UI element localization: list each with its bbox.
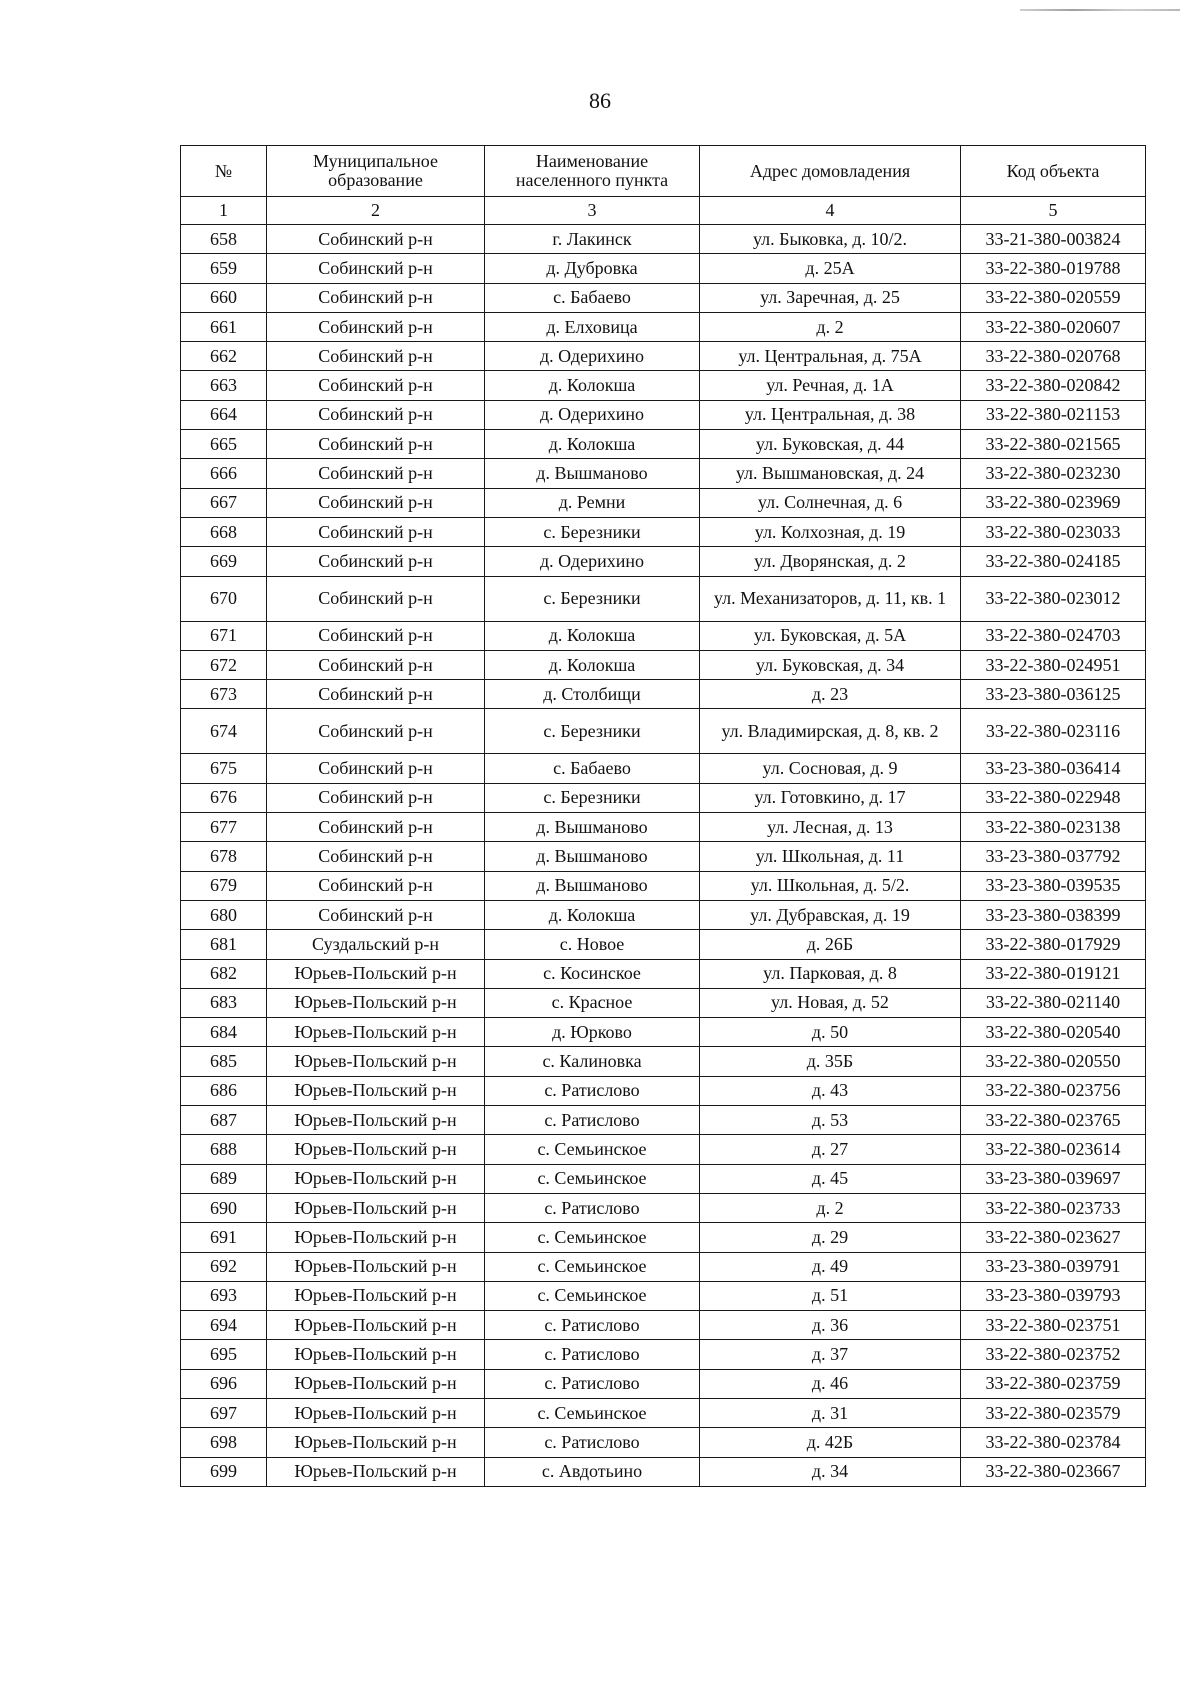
header-object-code: Код объекта xyxy=(961,146,1146,197)
address-cell: ул. Механизаторов, д. 11, кв. 1 xyxy=(700,576,961,621)
object-code-cell: 33-23-380-039535 xyxy=(961,871,1146,900)
settlement-cell: д. Колокша xyxy=(485,430,700,459)
table-row xyxy=(181,225,1146,254)
settlement-cell: д. Колокша xyxy=(485,621,700,650)
settlement-cell: г. Лакинск xyxy=(485,225,700,254)
address-cell: д. 27 xyxy=(700,1135,961,1164)
municipality-cell: Собинский р-н xyxy=(267,312,485,341)
municipality-cell: Юрьев-Польский р-н xyxy=(267,1311,485,1340)
municipality-cell: Собинский р-н xyxy=(267,517,485,546)
settlement-cell: с. Семьинское xyxy=(485,1164,700,1193)
table-row xyxy=(181,371,1146,400)
municipality-cell: Суздальский р-н xyxy=(267,930,485,959)
row-number: 669 xyxy=(181,547,267,576)
municipality-cell: Собинский р-н xyxy=(267,547,485,576)
object-code-cell: 33-22-380-023230 xyxy=(961,459,1146,488)
row-number: 698 xyxy=(181,1428,267,1457)
object-code-cell: 33-22-380-023667 xyxy=(961,1457,1146,1486)
table-row xyxy=(181,900,1146,929)
table-row xyxy=(181,871,1146,900)
municipality-cell: Собинский р-н xyxy=(267,754,485,783)
row-number: 694 xyxy=(181,1311,267,1340)
table-row xyxy=(181,1193,1146,1222)
objects-table xyxy=(180,145,1146,1487)
object-code-cell: 33-22-380-023756 xyxy=(961,1076,1146,1105)
object-code-cell: 33-22-380-024185 xyxy=(961,547,1146,576)
table-row xyxy=(181,1311,1146,1340)
address-cell: ул. Речная, д. 1А xyxy=(700,371,961,400)
municipality-cell: Юрьев-Польский р-н xyxy=(267,1281,485,1310)
row-number: 660 xyxy=(181,283,267,312)
column-number: 1 xyxy=(181,197,267,225)
address-cell: ул. Лесная, д. 13 xyxy=(700,813,961,842)
municipality-cell: Юрьев-Польский р-н xyxy=(267,988,485,1017)
address-cell: ул. Буковская, д. 5А xyxy=(700,621,961,650)
object-code-cell: 33-22-380-021565 xyxy=(961,430,1146,459)
settlement-cell: с. Ратислово xyxy=(485,1106,700,1135)
object-code-cell: 33-22-380-023969 xyxy=(961,488,1146,517)
column-number: 5 xyxy=(961,197,1146,225)
municipality-cell: Собинский р-н xyxy=(267,621,485,650)
object-code-cell: 33-22-380-023765 xyxy=(961,1106,1146,1135)
address-cell: ул. Колхозная, д. 19 xyxy=(700,517,961,546)
table-row xyxy=(181,754,1146,783)
object-code-cell: 33-22-380-023784 xyxy=(961,1428,1146,1457)
object-code-cell: 33-22-380-023579 xyxy=(961,1398,1146,1427)
row-number: 691 xyxy=(181,1223,267,1252)
row-number: 667 xyxy=(181,488,267,517)
row-number: 672 xyxy=(181,650,267,679)
address-cell: д. 26Б xyxy=(700,930,961,959)
header-number: № xyxy=(181,146,267,197)
municipality-cell: Юрьев-Польский р-н xyxy=(267,1076,485,1105)
object-code-cell: 33-22-380-024951 xyxy=(961,650,1146,679)
row-number: 680 xyxy=(181,900,267,929)
address-cell: д. 36 xyxy=(700,1311,961,1340)
settlement-cell: с. Ратислово xyxy=(485,1369,700,1398)
table-row xyxy=(181,1398,1146,1427)
row-number: 673 xyxy=(181,680,267,709)
table-row xyxy=(181,1428,1146,1457)
address-cell: д. 2 xyxy=(700,312,961,341)
address-cell: д. 25А xyxy=(700,254,961,283)
address-cell: ул. Школьная, д. 11 xyxy=(700,842,961,871)
municipality-cell: Собинский р-н xyxy=(267,488,485,517)
table-row xyxy=(181,1106,1146,1135)
municipality-cell: Собинский р-н xyxy=(267,400,485,429)
settlement-cell: д. Колокша xyxy=(485,371,700,400)
object-code-cell: 33-22-380-021153 xyxy=(961,400,1146,429)
settlement-cell: с. Семьинское xyxy=(485,1281,700,1310)
row-number: 688 xyxy=(181,1135,267,1164)
address-cell: ул. Готовкино, д. 17 xyxy=(700,783,961,812)
row-number: 690 xyxy=(181,1193,267,1222)
row-number: 687 xyxy=(181,1106,267,1135)
municipality-cell: Собинский р-н xyxy=(267,430,485,459)
row-number: 675 xyxy=(181,754,267,783)
address-cell: ул. Центральная, д. 38 xyxy=(700,400,961,429)
row-number: 661 xyxy=(181,312,267,341)
table-row xyxy=(181,1135,1146,1164)
address-cell: ул. Парковая, д. 8 xyxy=(700,959,961,988)
object-code-cell: 33-22-380-023033 xyxy=(961,517,1146,546)
column-number: 2 xyxy=(267,197,485,225)
municipality-cell: Собинский р-н xyxy=(267,783,485,812)
row-number: 674 xyxy=(181,709,267,754)
row-number: 664 xyxy=(181,400,267,429)
municipality-cell: Юрьев-Польский р-н xyxy=(267,1340,485,1369)
settlement-cell: с. Бабаево xyxy=(485,754,700,783)
municipality-cell: Юрьев-Польский р-н xyxy=(267,1018,485,1047)
address-cell: ул. Быковка, д. 10/2. xyxy=(700,225,961,254)
table-row xyxy=(181,1340,1146,1369)
address-cell: ул. Буковская, д. 44 xyxy=(700,430,961,459)
municipality-cell: Юрьев-Польский р-н xyxy=(267,1252,485,1281)
table-row xyxy=(181,430,1146,459)
address-cell: ул. Заречная, д. 25 xyxy=(700,283,961,312)
table-row xyxy=(181,283,1146,312)
object-code-cell: 33-22-380-024703 xyxy=(961,621,1146,650)
row-number: 692 xyxy=(181,1252,267,1281)
table-row xyxy=(181,621,1146,650)
municipality-cell: Собинский р-н xyxy=(267,709,485,754)
municipality-cell: Юрьев-Польский р-н xyxy=(267,1047,485,1076)
row-number: 668 xyxy=(181,517,267,546)
object-code-cell: 33-23-380-036414 xyxy=(961,754,1146,783)
address-cell: д. 42Б xyxy=(700,1428,961,1457)
settlement-cell: с. Березники xyxy=(485,709,700,754)
object-code-cell: 33-22-380-020607 xyxy=(961,312,1146,341)
row-number: 658 xyxy=(181,225,267,254)
municipality-cell: Юрьев-Польский р-н xyxy=(267,1223,485,1252)
object-code-cell: 33-22-380-017929 xyxy=(961,930,1146,959)
municipality-cell: Собинский р-н xyxy=(267,371,485,400)
address-cell: д. 49 xyxy=(700,1252,961,1281)
object-code-cell: 33-22-380-023759 xyxy=(961,1369,1146,1398)
settlement-cell: с. Калиновка xyxy=(485,1047,700,1076)
table-row xyxy=(181,988,1146,1017)
object-code-cell: 33-22-380-019788 xyxy=(961,254,1146,283)
settlement-cell: с. Семьинское xyxy=(485,1135,700,1164)
object-code-cell: 33-21-380-003824 xyxy=(961,225,1146,254)
page-number: 86 xyxy=(589,88,611,113)
row-number: 681 xyxy=(181,930,267,959)
object-code-cell: 33-22-380-022948 xyxy=(961,783,1146,812)
row-number: 670 xyxy=(181,576,267,621)
table-row xyxy=(181,842,1146,871)
object-code-cell: 33-22-380-023733 xyxy=(961,1193,1146,1222)
settlement-cell: с. Косинское xyxy=(485,959,700,988)
settlement-cell: с. Семьинское xyxy=(485,1252,700,1281)
settlement-cell: с. Березники xyxy=(485,576,700,621)
table-row xyxy=(181,254,1146,283)
municipality-cell: Собинский р-н xyxy=(267,813,485,842)
address-cell: д. 53 xyxy=(700,1106,961,1135)
table-row xyxy=(181,1457,1146,1486)
address-cell: д. 37 xyxy=(700,1340,961,1369)
row-number: 695 xyxy=(181,1340,267,1369)
settlement-cell: д. Дубровка xyxy=(485,254,700,283)
municipality-cell: Собинский р-н xyxy=(267,680,485,709)
row-number: 671 xyxy=(181,621,267,650)
table-row xyxy=(181,1223,1146,1252)
settlement-cell: д. Колокша xyxy=(485,900,700,929)
municipality-cell: Юрьев-Польский р-н xyxy=(267,1457,485,1486)
object-code-cell: 33-22-380-023627 xyxy=(961,1223,1146,1252)
settlement-cell: с. Семьинское xyxy=(485,1398,700,1427)
row-number: 683 xyxy=(181,988,267,1017)
municipality-cell: Собинский р-н xyxy=(267,254,485,283)
row-number: 679 xyxy=(181,871,267,900)
row-number: 662 xyxy=(181,342,267,371)
municipality-cell: Юрьев-Польский р-н xyxy=(267,1135,485,1164)
object-code-cell: 33-22-380-020550 xyxy=(961,1047,1146,1076)
object-code-cell: 33-23-380-037792 xyxy=(961,842,1146,871)
settlement-cell: д. Вышманово xyxy=(485,813,700,842)
table-row xyxy=(181,1164,1146,1193)
municipality-cell: Юрьев-Польский р-н xyxy=(267,1164,485,1193)
address-cell: д. 50 xyxy=(700,1018,961,1047)
objects-table-container xyxy=(180,145,1145,1487)
municipality-cell: Собинский р-н xyxy=(267,650,485,679)
municipality-cell: Юрьев-Польский р-н xyxy=(267,1369,485,1398)
table-row xyxy=(181,709,1146,754)
object-code-cell: 33-22-380-023012 xyxy=(961,576,1146,621)
settlement-cell: с. Ратислово xyxy=(485,1340,700,1369)
table-row xyxy=(181,576,1146,621)
settlement-cell: д. Вышманово xyxy=(485,871,700,900)
settlement-cell: с. Красное xyxy=(485,988,700,1017)
settlement-cell: д. Елховица xyxy=(485,312,700,341)
object-code-cell: 33-22-380-023116 xyxy=(961,709,1146,754)
address-cell: д. 35Б xyxy=(700,1047,961,1076)
address-cell: ул. Сосновая, д. 9 xyxy=(700,754,961,783)
row-number: 693 xyxy=(181,1281,267,1310)
table-body xyxy=(181,225,1146,1487)
municipality-cell: Юрьев-Польский р-н xyxy=(267,959,485,988)
row-number: 677 xyxy=(181,813,267,842)
address-cell: ул. Солнечная, д. 6 xyxy=(700,488,961,517)
object-code-cell: 33-22-380-020540 xyxy=(961,1018,1146,1047)
table-row xyxy=(181,547,1146,576)
row-number: 666 xyxy=(181,459,267,488)
settlement-cell: д. Одерихино xyxy=(485,342,700,371)
address-cell: д. 43 xyxy=(700,1076,961,1105)
settlement-cell: с. Ратислово xyxy=(485,1311,700,1340)
table-row xyxy=(181,680,1146,709)
municipality-cell: Собинский р-н xyxy=(267,225,485,254)
address-cell: ул. Владимирская, д. 8, кв. 2 xyxy=(700,709,961,754)
municipality-cell: Собинский р-н xyxy=(267,576,485,621)
table-row xyxy=(181,1047,1146,1076)
settlement-cell: д. Ремни xyxy=(485,488,700,517)
address-cell: д. 2 xyxy=(700,1193,961,1222)
address-cell: д. 31 xyxy=(700,1398,961,1427)
column-numbers-row xyxy=(181,197,1146,225)
municipality-cell: Юрьев-Польский р-н xyxy=(267,1106,485,1135)
settlement-cell: д. Одерихино xyxy=(485,547,700,576)
object-code-cell: 33-22-380-023751 xyxy=(961,1311,1146,1340)
municipality-cell: Собинский р-н xyxy=(267,842,485,871)
address-cell: д. 29 xyxy=(700,1223,961,1252)
municipality-cell: Юрьев-Польский р-н xyxy=(267,1428,485,1457)
municipality-cell: Юрьев-Польский р-н xyxy=(267,1193,485,1222)
row-number: 684 xyxy=(181,1018,267,1047)
scan-artifact-line xyxy=(1020,9,1180,11)
municipality-cell: Собинский р-н xyxy=(267,900,485,929)
table-row xyxy=(181,488,1146,517)
settlement-cell: с. Семьинское xyxy=(485,1223,700,1252)
object-code-cell: 33-22-380-023614 xyxy=(961,1135,1146,1164)
row-number: 665 xyxy=(181,430,267,459)
table-row xyxy=(181,1281,1146,1310)
address-cell: ул. Новая, д. 52 xyxy=(700,988,961,1017)
row-number: 696 xyxy=(181,1369,267,1398)
table-row xyxy=(181,783,1146,812)
settlement-cell: д. Одерихино xyxy=(485,400,700,429)
address-cell: д. 46 xyxy=(700,1369,961,1398)
municipality-cell: Собинский р-н xyxy=(267,283,485,312)
table-row xyxy=(181,400,1146,429)
settlement-cell: д. Вышманово xyxy=(485,842,700,871)
object-code-cell: 33-22-380-020842 xyxy=(961,371,1146,400)
column-number: 4 xyxy=(700,197,961,225)
object-code-cell: 33-22-380-020768 xyxy=(961,342,1146,371)
table-row xyxy=(181,1252,1146,1281)
municipality-cell: Собинский р-н xyxy=(267,342,485,371)
row-number: 682 xyxy=(181,959,267,988)
settlement-cell: д. Колокша xyxy=(485,650,700,679)
address-cell: ул. Дворянская, д. 2 xyxy=(700,547,961,576)
table-row xyxy=(181,1018,1146,1047)
row-number: 676 xyxy=(181,783,267,812)
row-number: 659 xyxy=(181,254,267,283)
object-code-cell: 33-22-380-021140 xyxy=(961,988,1146,1017)
row-number: 685 xyxy=(181,1047,267,1076)
address-cell: ул. Центральная, д. 75А xyxy=(700,342,961,371)
table-row xyxy=(181,342,1146,371)
table-header-row xyxy=(181,146,1146,197)
settlement-cell: с. Ратислово xyxy=(485,1193,700,1222)
object-code-cell: 33-23-380-039791 xyxy=(961,1252,1146,1281)
settlement-cell: с. Ратислово xyxy=(485,1428,700,1457)
table-row xyxy=(181,959,1146,988)
header-municipality: Муниципальное образование xyxy=(267,146,485,197)
address-cell: д. 51 xyxy=(700,1281,961,1310)
object-code-cell: 33-23-380-038399 xyxy=(961,900,1146,929)
table-row xyxy=(181,930,1146,959)
row-number: 699 xyxy=(181,1457,267,1486)
settlement-cell: с. Авдотьино xyxy=(485,1457,700,1486)
object-code-cell: 33-22-380-020559 xyxy=(961,283,1146,312)
address-cell: д. 34 xyxy=(700,1457,961,1486)
municipality-cell: Собинский р-н xyxy=(267,871,485,900)
object-code-cell: 33-23-380-039697 xyxy=(961,1164,1146,1193)
address-cell: д. 23 xyxy=(700,680,961,709)
object-code-cell: 33-22-380-023138 xyxy=(961,813,1146,842)
table-row xyxy=(181,517,1146,546)
settlement-cell: д. Столбищи xyxy=(485,680,700,709)
row-number: 663 xyxy=(181,371,267,400)
table-row xyxy=(181,650,1146,679)
municipality-cell: Собинский р-н xyxy=(267,459,485,488)
settlement-cell: с. Новое xyxy=(485,930,700,959)
header-address: Адрес домовладения xyxy=(700,146,961,197)
settlement-cell: с. Бабаево xyxy=(485,283,700,312)
address-cell: ул. Буковская, д. 34 xyxy=(700,650,961,679)
settlement-cell: с. Березники xyxy=(485,517,700,546)
table-row xyxy=(181,1369,1146,1398)
column-number: 3 xyxy=(485,197,700,225)
table-row xyxy=(181,813,1146,842)
address-cell: д. 45 xyxy=(700,1164,961,1193)
table-row xyxy=(181,1076,1146,1105)
header-settlement: Наименование населенного пункта xyxy=(485,146,700,197)
object-code-cell: 33-23-380-036125 xyxy=(961,680,1146,709)
municipality-cell: Юрьев-Польский р-н xyxy=(267,1398,485,1427)
settlement-cell: д. Вышманово xyxy=(485,459,700,488)
address-cell: ул. Дубравская, д. 19 xyxy=(700,900,961,929)
address-cell: ул. Вышмановская, д. 24 xyxy=(700,459,961,488)
row-number: 678 xyxy=(181,842,267,871)
object-code-cell: 33-22-380-023752 xyxy=(961,1340,1146,1369)
settlement-cell: д. Юрково xyxy=(485,1018,700,1047)
settlement-cell: с. Ратислово xyxy=(485,1076,700,1105)
address-cell: ул. Школьная, д. 5/2. xyxy=(700,871,961,900)
table-row xyxy=(181,459,1146,488)
row-number: 689 xyxy=(181,1164,267,1193)
object-code-cell: 33-23-380-039793 xyxy=(961,1281,1146,1310)
settlement-cell: с. Березники xyxy=(485,783,700,812)
row-number: 697 xyxy=(181,1398,267,1427)
table-row xyxy=(181,312,1146,341)
object-code-cell: 33-22-380-019121 xyxy=(961,959,1146,988)
row-number: 686 xyxy=(181,1076,267,1105)
